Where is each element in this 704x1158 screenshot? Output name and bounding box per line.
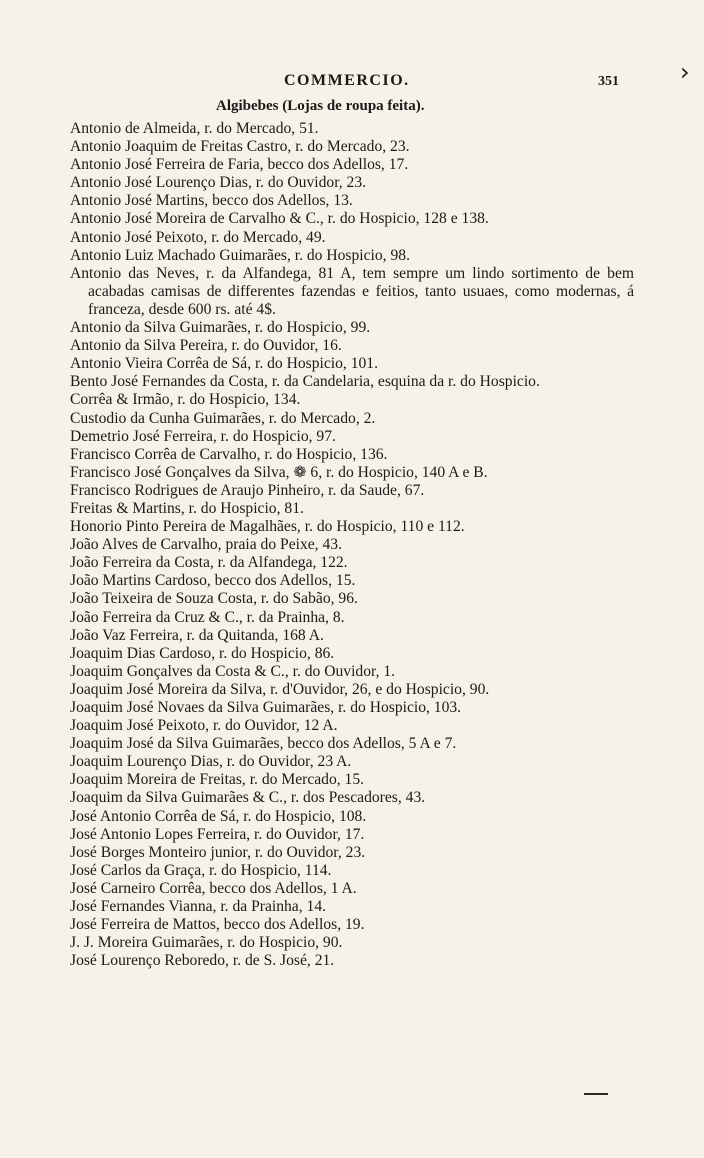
margin-mark: ›: [680, 58, 690, 86]
entry-list: [70, 120, 634, 970]
page-header: [0, 72, 704, 94]
directory-entry: José Carneiro Corrêa, becco dos Adellos, 1 A.: [70, 879, 357, 897]
directory-entry: Joaquim José Novaes da Silva Guimarães, r. do Hospicio, 103.: [70, 699, 462, 716]
directory-entry: Antonio José Martins, becco dos Adellos, 13.: [70, 192, 353, 210]
directory-entry: Demetrio José Ferreira, r. do Hospicio, 97.: [70, 427, 336, 445]
directory-entry: Antonio Luiz Machado Guimarães, r. do Hospicio, 98.: [70, 246, 410, 264]
directory-entry: Joaquim José Peixoto, r. do Ouvidor, 12 A.: [70, 717, 338, 735]
directory-entry: João Teixeira de Souza Costa, r. do Sabão, 96.: [70, 590, 358, 608]
directory-entry: João Vaz Ferreira, r. da Quitanda, 168 A.: [70, 626, 324, 644]
directory-entry: Antonio das Neves, r. da Alfandega, 81 A, tem sempre um lindo sortimento de bem acabadas camisas de differentes fazendas e feitios, tanto usuaes, como modernas, á franceza, desde 600 rs. até 4$.: [70, 264, 634, 318]
section-title: Algibebes (Lojas de roupa feita).: [216, 98, 425, 114]
directory-entry: Antonio José Peixoto, r. do Mercado, 49.: [70, 228, 326, 246]
directory-entry: Antonio da Silva Pereira, r. do Ouvidor, 16.: [70, 337, 342, 355]
directory-entry: José Fernandes Vianna, r. da Prainha, 14.: [70, 898, 327, 916]
directory-entry: Antonio José Moreira de Carvalho & C., r. do Hospicio, 128 e 138.: [70, 210, 489, 228]
directory-entry: João Martins Cardoso, becco dos Adellos, 15.: [70, 572, 356, 590]
directory-entry: Joaquim José Moreira da Silva, r. d'Ouvidor, 26, e do Hospicio, 90.: [70, 680, 490, 698]
directory-entry: João Alves de Carvalho, praia do Peixe, 43.: [70, 536, 342, 554]
directory-entry: José Carlos da Graça, r. do Hospicio, 114.: [70, 861, 332, 879]
directory-entry: Freitas & Martins, r. do Hospicio, 81.: [70, 499, 304, 517]
directory-entry: Joaquim Moreira de Freitas, r. do Mercado, 15.: [70, 771, 365, 789]
directory-entry: João Ferreira da Costa, r. da Alfandega, 122.: [70, 554, 348, 572]
directory-entry: Francisco Corrêa de Carvalho, r. do Hospicio, 136.: [70, 445, 388, 463]
directory-entry: J. J. Moreira Guimarães, r. do Hospicio, 90.: [70, 934, 343, 952]
directory-entry: Joaquim Dias Cardoso, r. do Hospicio, 86.: [70, 644, 335, 662]
page-number: 351: [598, 74, 619, 89]
directory-entry: João Ferreira da Cruz & C., r. da Prainha, 8.: [70, 608, 345, 626]
end-rule: [584, 1093, 608, 1095]
directory-entry: Bento José Fernandes da Costa, r. da Candelaria, esquina da r. do Hospicio.: [70, 373, 540, 391]
directory-entry: José Antonio Lopes Ferreira, r. do Ouvidor, 17.: [70, 825, 365, 843]
directory-entry: Honorio Pinto Pereira de Magalhães, r. do Hospicio, 110 e 112.: [70, 518, 465, 536]
directory-entry: Antonio da Silva Guimarães, r. do Hospicio, 99.: [70, 319, 371, 337]
directory-entry: Joaquim Gonçalves da Costa & C., r. do Ouvidor, 1.: [70, 662, 396, 680]
directory-entry: Antonio Joaquim de Freitas Castro, r. do Mercado, 23.: [70, 138, 410, 156]
directory-entry: Francisco José Gonçalves da Silva, ❁ 6, r. do Hospicio, 140 A e B.: [70, 463, 488, 481]
directory-entry: José Lourenço Reboredo, r. de S. José, 21.: [70, 952, 335, 970]
directory-entry: Corrêa & Irmão, r. do Hospicio, 134.: [70, 391, 301, 409]
directory-entry: José Antonio Corrêa de Sá, r. do Hospicio, 108.: [70, 807, 367, 825]
directory-entry: Francisco Rodrigues de Araujo Pinheiro, r. da Saude, 67.: [70, 481, 425, 499]
directory-entry: Antonio Vieira Corrêa de Sá, r. do Hospicio, 101.: [70, 355, 378, 373]
running-title: COMMERCIO.: [284, 72, 410, 89]
directory-entry: José Ferreira de Mattos, becco dos Adellos, 19.: [70, 916, 365, 934]
directory-entry: José Borges Monteiro junior, r. do Ouvidor, 23.: [70, 843, 366, 861]
directory-entry: Custodio da Cunha Guimarães, r. do Mercado, 2.: [70, 409, 376, 427]
directory-entry: Joaquim José da Silva Guimarães, becco dos Adellos, 5 A e 7.: [70, 735, 457, 753]
directory-entry: Antonio José Ferreira de Faria, becco dos Adellos, 17.: [70, 156, 409, 174]
directory-entry: Joaquim da Silva Guimarães & C., r. dos Pescadores, 43.: [70, 789, 426, 807]
directory-entry: Joaquim Lourenço Dias, r. do Ouvidor, 23 A.: [70, 753, 352, 771]
directory-entry: Antonio José Lourenço Dias, r. do Ouvidor, 23.: [70, 174, 367, 192]
directory-entry: Antonio de Almeida, r. do Mercado, 51.: [70, 120, 319, 137]
